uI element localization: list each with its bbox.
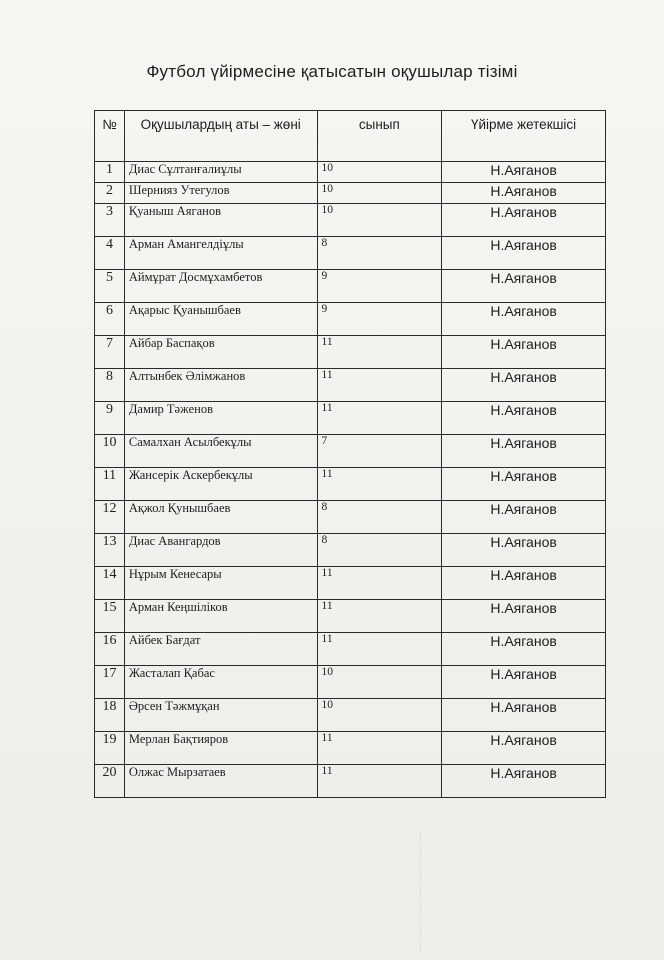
student-class: 11 [317,765,442,798]
club-leader: Н.Аяганов [442,600,606,633]
header-number: № [95,111,125,162]
club-leader: Н.Аяганов [442,534,606,567]
student-class: 10 [317,204,442,237]
student-class: 10 [317,666,442,699]
student-name: Алтынбек Әлімжанов [124,369,317,402]
student-class: 9 [317,303,442,336]
table-row [95,732,606,765]
row-number: 13 [95,534,125,567]
row-number: 14 [95,567,125,600]
table-row [95,162,606,183]
row-number: 20 [95,765,125,798]
student-name: Арман Кеңшіліков [124,600,317,633]
table-row [95,567,606,600]
student-class: 10 [317,183,442,204]
row-number: 17 [95,666,125,699]
student-roster-table [94,110,606,798]
student-name: Ақжол Қунышбаев [124,501,317,534]
row-number: 11 [95,468,125,501]
club-leader: Н.Аяганов [442,699,606,732]
student-name: Диас Сұлтанғалиұлы [124,162,317,183]
student-name: Дамир Тәженов [124,402,317,435]
club-leader: Н.Аяганов [442,501,606,534]
student-name: Самалхан Асылбекұлы [124,435,317,468]
student-class: 11 [317,600,442,633]
row-number: 6 [95,303,125,336]
student-class: 10 [317,162,442,183]
student-name: Айбек Бағдат [124,633,317,666]
row-number: 2 [95,183,125,204]
student-class: 8 [317,534,442,567]
student-class: 7 [317,435,442,468]
student-class: 9 [317,270,442,303]
club-leader: Н.Аяганов [442,204,606,237]
row-number: 7 [95,336,125,369]
table-row [95,435,606,468]
club-leader: Н.Аяганов [442,369,606,402]
table-row [95,402,606,435]
student-class: 11 [317,633,442,666]
student-name: Мерлан Бақтияров [124,732,317,765]
student-class: 11 [317,732,442,765]
student-name: Әрсен Тәжмұқан [124,699,317,732]
table-header-row [95,111,606,162]
club-leader: Н.Аяганов [442,402,606,435]
row-number: 16 [95,633,125,666]
table-row [95,765,606,798]
club-leader: Н.Аяганов [442,270,606,303]
student-class: 11 [317,336,442,369]
table-row [95,633,606,666]
table-row [95,666,606,699]
student-name: Ақарыс Қуанышбаев [124,303,317,336]
row-number: 8 [95,369,125,402]
table-row [95,336,606,369]
table-row [95,534,606,567]
student-name: Жасталап Қабас [124,666,317,699]
club-leader: Н.Аяганов [442,732,606,765]
student-name: Айбар Баспақов [124,336,317,369]
club-leader: Н.Аяганов [442,162,606,183]
student-name: Қуаныш Аяганов [124,204,317,237]
row-number: 10 [95,435,125,468]
document-title: Футбол үйірмесіне қатысатын оқушылар тізімі [146,62,518,81]
row-number: 12 [95,501,125,534]
table-row [95,303,606,336]
row-number: 1 [95,162,125,183]
student-class: 11 [317,369,442,402]
table-body [95,162,606,798]
table-row [95,237,606,270]
student-class: 8 [317,237,442,270]
header-name: Оқушылардың аты – жөні [124,111,317,162]
student-name: Шернияз Утегулов [124,183,317,204]
table-row [95,501,606,534]
student-name: Олжас Мырзатаев [124,765,317,798]
faint-bleed-through [420,832,571,952]
table-row [95,699,606,732]
club-leader: Н.Аяганов [442,183,606,204]
table-row [95,204,606,237]
club-leader: Н.Аяганов [442,765,606,798]
row-number: 19 [95,732,125,765]
header-class: сынып [317,111,442,162]
club-leader: Н.Аяганов [442,237,606,270]
student-class: 10 [317,699,442,732]
table-row [95,270,606,303]
club-leader: Н.Аяганов [442,468,606,501]
row-number: 3 [95,204,125,237]
table-row [95,600,606,633]
student-name: Диас Авангардов [124,534,317,567]
row-number: 18 [95,699,125,732]
student-class: 8 [317,501,442,534]
student-name: Аймұрат Досмұхамбетов [124,270,317,303]
club-leader: Н.Аяганов [442,303,606,336]
student-class: 11 [317,402,442,435]
table-row [95,183,606,204]
table-row [95,369,606,402]
row-number: 4 [95,237,125,270]
student-name: Арман Амангелдіұлы [124,237,317,270]
student-name: Нұрым Кенесары [124,567,317,600]
table-row [95,468,606,501]
student-class: 11 [317,567,442,600]
header-leader: Үйірме жетекшісі [442,111,606,162]
club-leader: Н.Аяганов [442,336,606,369]
club-leader: Н.Аяганов [442,666,606,699]
club-leader: Н.Аяганов [442,633,606,666]
row-number: 9 [95,402,125,435]
student-class: 11 [317,468,442,501]
student-name: Жансерік Аскербекұлы [124,468,317,501]
row-number: 5 [95,270,125,303]
club-leader: Н.Аяганов [442,567,606,600]
row-number: 15 [95,600,125,633]
club-leader: Н.Аяганов [442,435,606,468]
